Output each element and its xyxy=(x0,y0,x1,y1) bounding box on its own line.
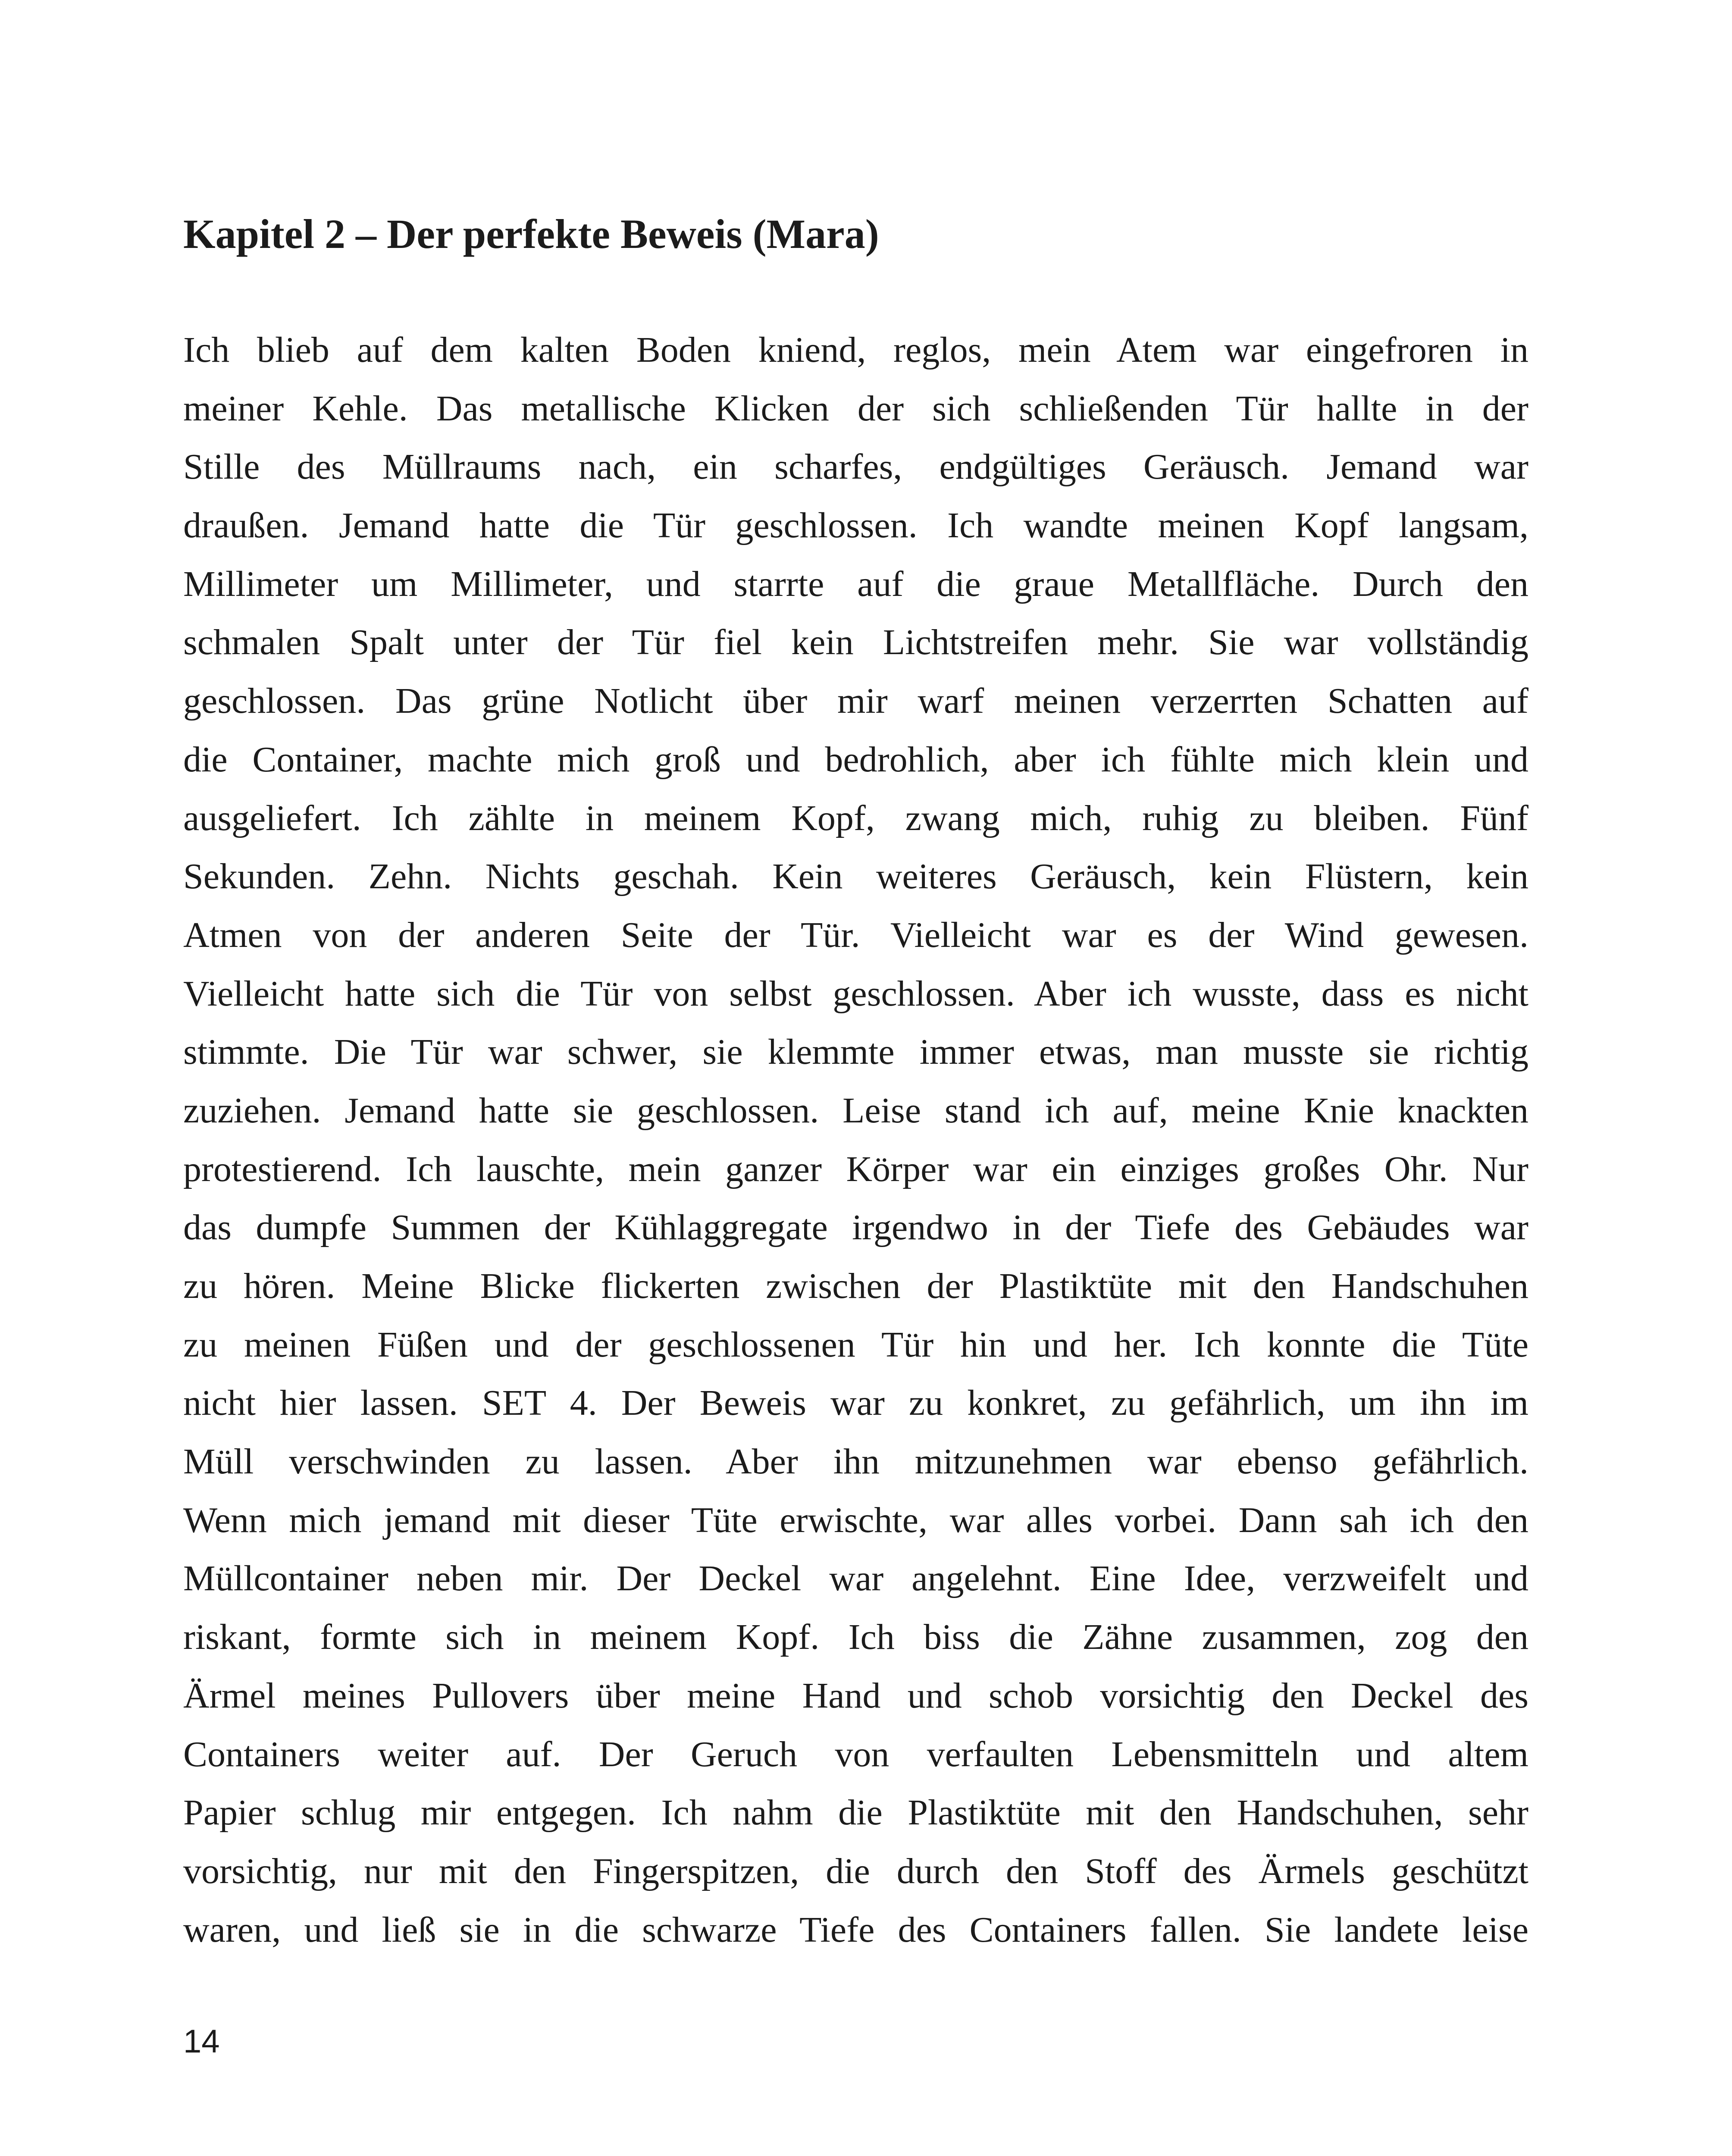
text-line: riskant, formte sich in meinem Kopf. Ich biss die Zähne zusammen, zog den xyxy=(183,1617,1528,1658)
text-line: Müllcontainer neben mir. Der Deckel war angelehnt. Eine Idee, verzweifelt und xyxy=(183,1558,1528,1599)
text-line: Stille des Müllraums nach, ein scharfes, endgültiges Geräusch. Jemand war xyxy=(183,447,1528,487)
text-line: Ärmel meines Pullovers über meine Hand und schob vorsichtig den Deckel des xyxy=(183,1675,1528,1716)
text-line: Ich blieb auf dem kalten Boden kniend, reglos, mein Atem war eingefroren in xyxy=(183,330,1528,370)
chapter-title: Kapitel 2 – Der perfekte Beweis (Mara) xyxy=(183,211,879,257)
text-line: das dumpfe Summen der Kühlaggregate irgendwo in der Tiefe des Gebäudes war xyxy=(183,1207,1528,1248)
text-line: die Container, machte mich groß und bedrohlich, aber ich fühlte mich klein und xyxy=(183,739,1528,780)
text-line: meiner Kehle. Das metallische Klicken der sich schließenden Tür hallte in der xyxy=(183,388,1528,429)
text-line: zuziehen. Jemand hatte sie geschlossen. Leise stand ich auf, meine Knie knackten xyxy=(183,1090,1528,1131)
text-line: vorsichtig, nur mit den Fingerspitzen, die durch den Stoff des Ärmels geschützt xyxy=(183,1851,1528,1891)
text-line: schmalen Spalt unter der Tür fiel kein Lichtstreifen mehr. Sie war vollständig xyxy=(183,622,1528,663)
text-line: waren, und ließ sie in die schwarze Tiefe des Containers fallen. Sie landete leise xyxy=(183,1909,1528,1950)
text-line: stimmte. Die Tür war schwer, sie klemmte immer etwas, man musste sie richtig xyxy=(183,1032,1528,1072)
text-line: Vielleicht hatte sich die Tür von selbst geschlossen. Aber ich wusste, dass es nicht xyxy=(183,973,1528,1014)
text-line: draußen. Jemand hatte die Tür geschlossen. Ich wandte meinen Kopf langsam, xyxy=(183,505,1528,546)
text-line: protestierend. Ich lauschte, mein ganzer Körper war ein einziges großes Ohr. Nur xyxy=(183,1149,1528,1189)
text-line: Containers weiter auf. Der Geruch von verfaulten Lebensmitteln und altem xyxy=(183,1734,1528,1774)
text-line: Atmen von der anderen Seite der Tür. Vielleicht war es der Wind gewesen. xyxy=(183,915,1528,955)
body-text xyxy=(183,321,1528,1959)
text-line: Wenn mich jemand mit dieser Tüte erwischte, war alles vorbei. Dann sah ich den xyxy=(183,1500,1528,1540)
text-line: Sekunden. Zehn. Nichts geschah. Kein weiteres Geräusch, kein Flüstern, kein xyxy=(183,856,1528,897)
text-line: Müll verschwinden zu lassen. Aber ihn mitzunehmen war ebenso gefährlich. xyxy=(183,1442,1528,1482)
text-line: nicht hier lassen. SET 4. Der Beweis war zu konkret, zu gefährlich, um ihn im xyxy=(183,1383,1528,1423)
text-line: Papier schlug mir entgegen. Ich nahm die Plastiktüte mit den Handschuhen, sehr xyxy=(183,1792,1528,1833)
text-line: zu meinen Füßen und der geschlossenen Tür hin und her. Ich konnte die Tüte xyxy=(183,1324,1528,1365)
text-line: Millimeter um Millimeter, und starrte auf die graue Metallfläche. Durch den xyxy=(183,564,1528,604)
text-line: ausgeliefert. Ich zählte in meinem Kopf, zwang mich, ruhig zu bleiben. Fünf xyxy=(183,798,1528,838)
page-number: 14 xyxy=(183,2023,220,2060)
text-line: geschlossen. Das grüne Notlicht über mir warf meinen verzerrten Schatten auf xyxy=(183,681,1528,721)
text-line: zu hören. Meine Blicke flickerten zwischen der Plastiktüte mit den Handschuhen xyxy=(183,1266,1528,1306)
